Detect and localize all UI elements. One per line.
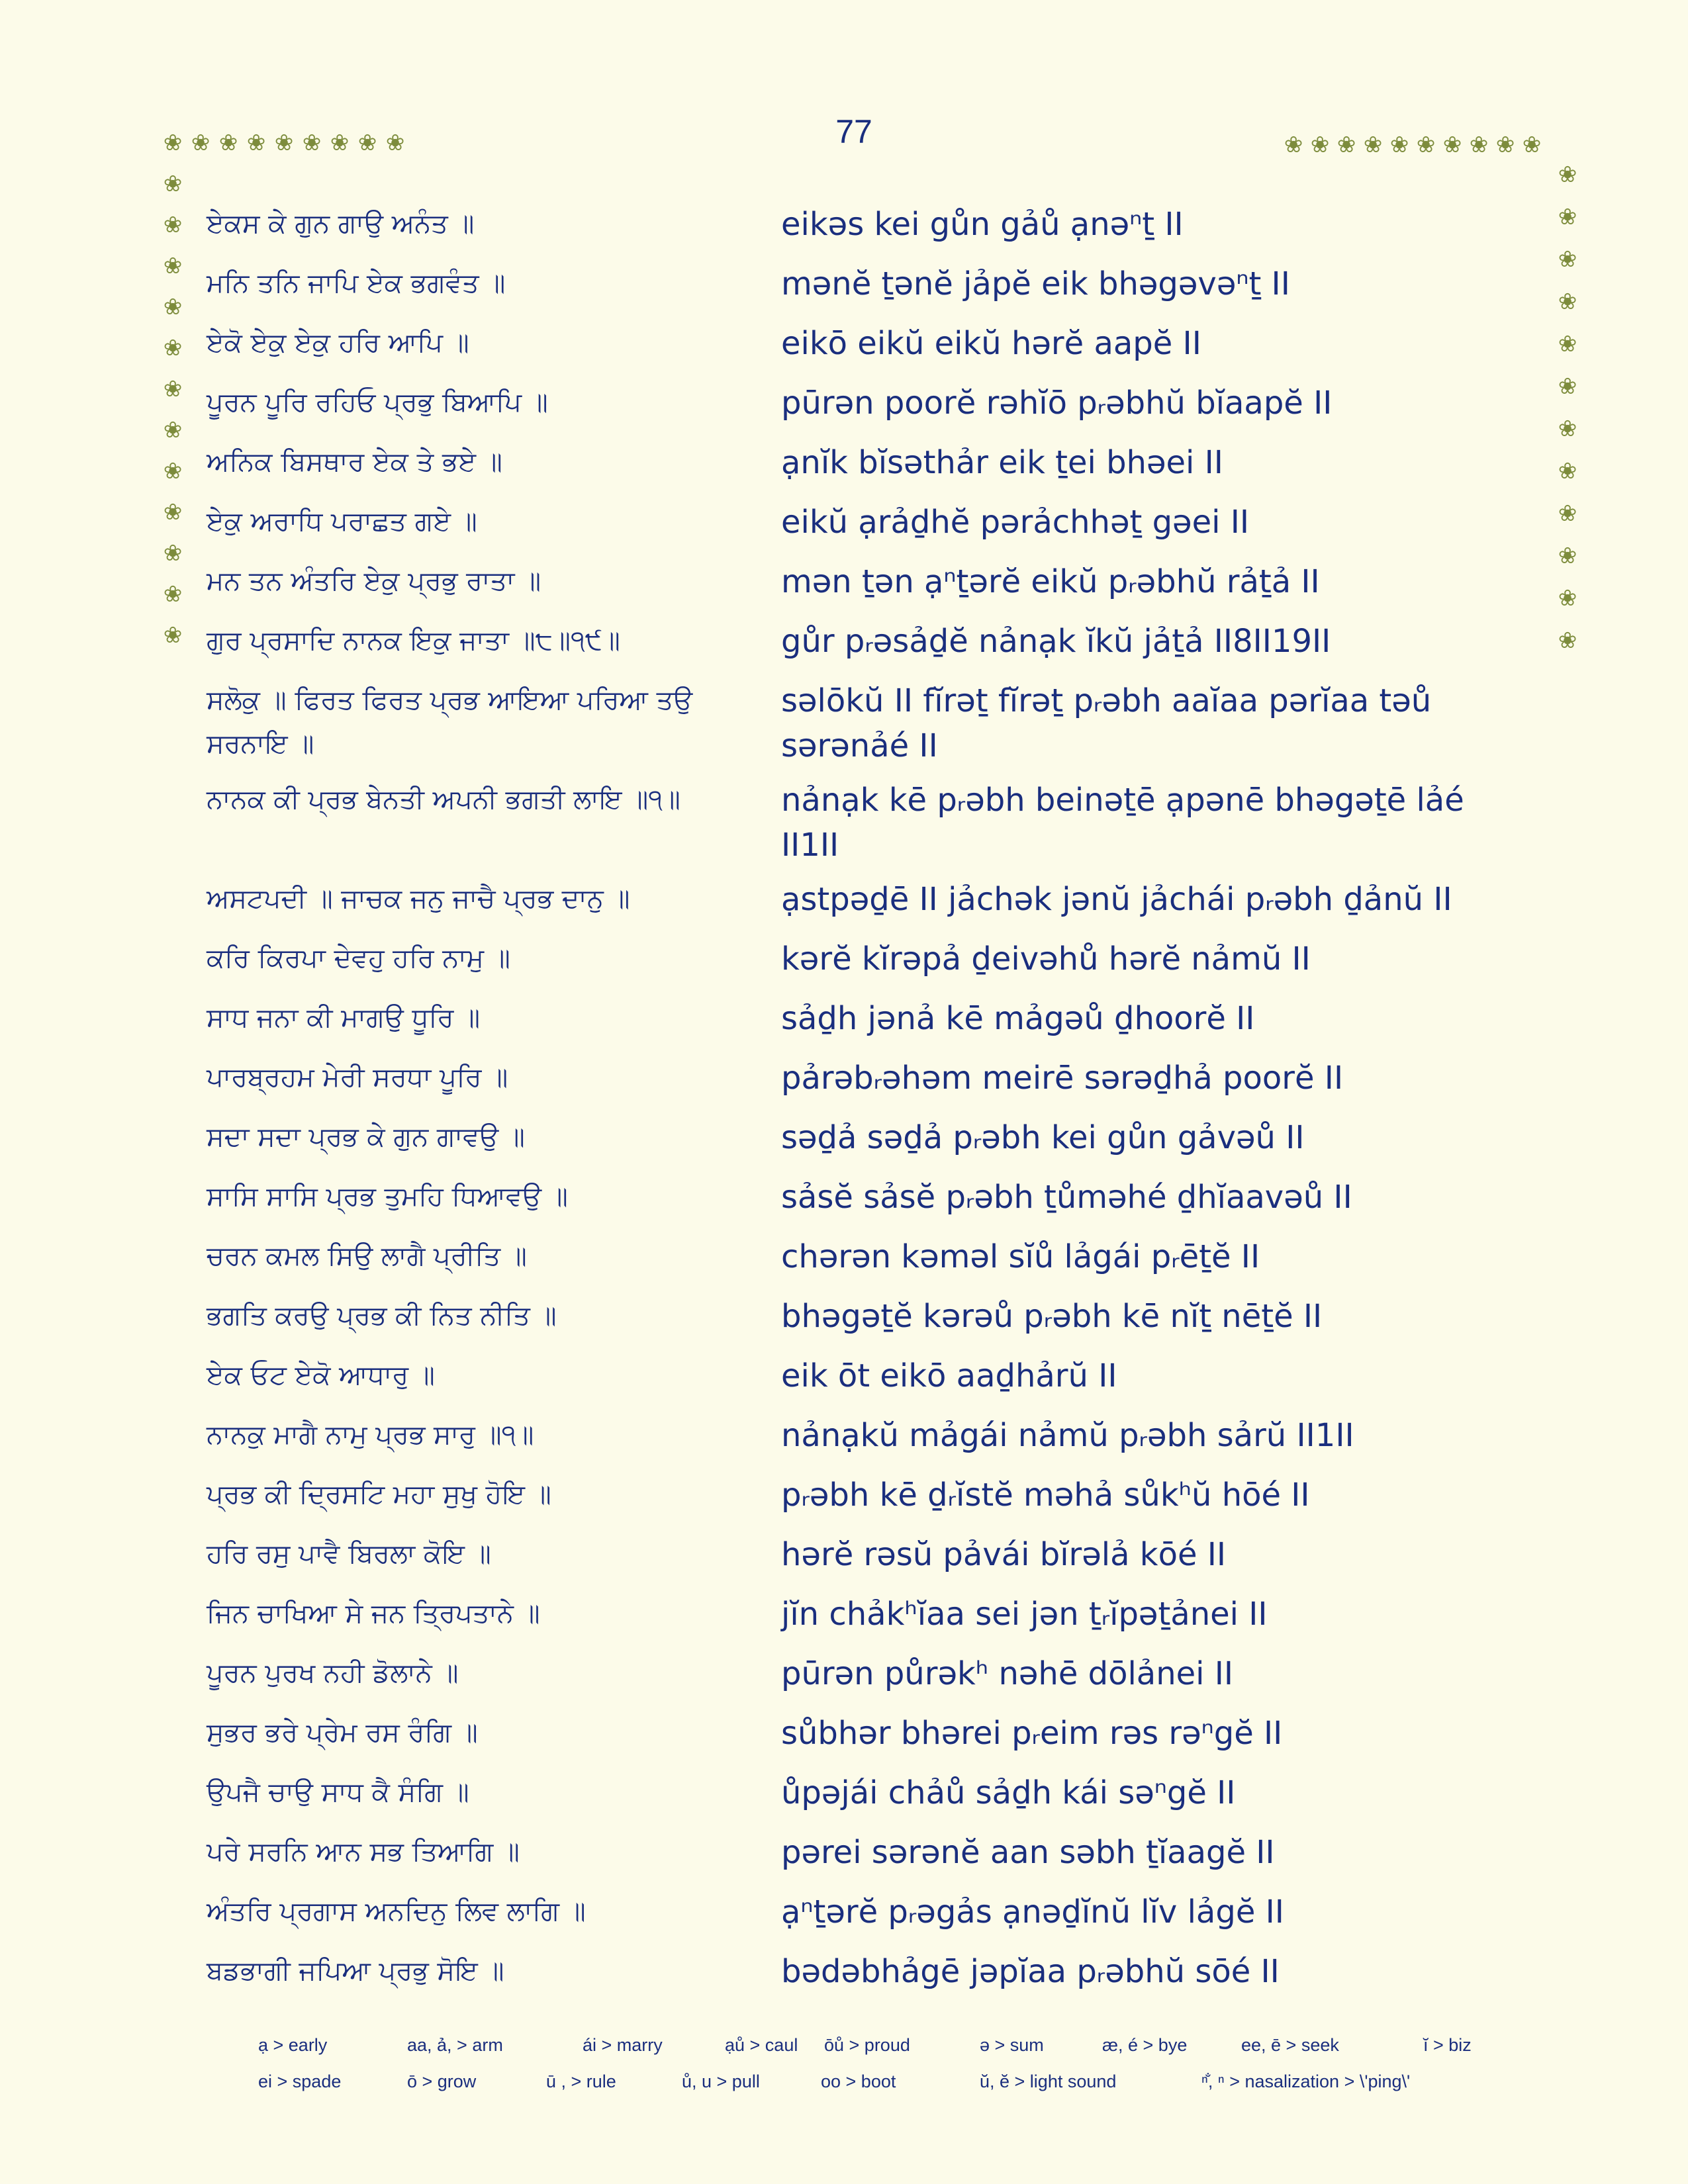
transliteration-line: chərən kəməl sĭů lảgái pᵣēṯĕ II [781, 1238, 1260, 1275]
flower-icon: ❀ [357, 130, 377, 156]
flower-icon: ❀ [163, 335, 183, 361]
transliteration-line: bədəbhảgē jəpĭaa pᵣəbhŭ sōé II [781, 1953, 1280, 1990]
gurmukhi-line: ਏਕ ਓਟ ਏਕੋ ਆਧਾਰੁ ॥ [207, 1360, 435, 1390]
legend-item: ōů > proud [824, 2035, 910, 2055]
flower-icon: ❀ [191, 130, 211, 156]
transliteration-line: ạnĭk bĭsəthảr eik ṯei bhəei II [781, 444, 1223, 481]
flower-icon: ❀ [218, 130, 238, 156]
flower-icon: ❀ [1558, 458, 1577, 484]
flower-icon: ❀ [163, 376, 183, 402]
legend-item: ái > marry [583, 2035, 663, 2055]
transliteration-line: pảrəbᵣəhəm meirē sərəḏhả poorĕ II [781, 1060, 1344, 1097]
legend-item: ŭ, ĕ > light sound [980, 2071, 1117, 2091]
gurmukhi-line: ਚਰਨ ਕਮਲ ਸਿਉ ਲਾਗੈ ਪ੍ਰੀਤਿ ॥ [207, 1241, 527, 1271]
transliteration-line: eik ōt eikō aaḏhảrŭ II [781, 1357, 1117, 1394]
flower-icon: ❀ [1558, 289, 1577, 315]
transliteration-line: ạⁿṯərĕ pᵣəgảs ạnəḏĭnŭ lĭv lảgĕ II [781, 1893, 1284, 1931]
flower-icon: ❀ [385, 130, 405, 156]
transliteration-line: səḏả səḏả pᵣəbh kei gůn gảvəů II [781, 1119, 1305, 1156]
legend-item: ee, ē > seek [1241, 2035, 1339, 2055]
gurmukhi-line: ਪਾਰਬ੍ਰਹਮ ਮੇਰੀ ਸਰਧਾ ਪੂਰਿ ॥ [207, 1062, 508, 1093]
flower-icon: ❀ [1495, 132, 1515, 158]
gurmukhi-line: ਸਦਾ ਸਦਾ ਪ੍ਰਭ ਕੇ ਗੁਨ ਗਾਵਉ ॥ [207, 1122, 525, 1152]
flower-icon: ❀ [1522, 132, 1542, 158]
gurmukhi-line: ਏਕੁ ਅਰਾਧਿ ਪਰਾਛਤ ਗਏ ॥ [207, 506, 477, 537]
transliteration-line: eikəs kei gůn gảů ạnəⁿṯ II [781, 206, 1184, 243]
transliteration-line: nảnạkŭ mảgái nảmŭ pᵣəbh sảrŭ II1II [781, 1417, 1354, 1454]
gurmukhi-line: ਅਨਿਕ ਬਿਸਥਾਰ ਏਕ ਤੇ ਭਏ ॥ [207, 447, 502, 477]
gurmukhi-line: ਉਪਜੈ ਚਾਉ ਸਾਧ ਕੈ ਸੰਗਿ ॥ [207, 1777, 469, 1807]
gurmukhi-line: ਨਾਨਕੁ ਮਾਗੈ ਨਾਮੁ ਪ੍ਰਭ ਸਾਰੁ ॥੧॥ [207, 1420, 534, 1450]
flower-icon: ❀ [163, 171, 183, 197]
gurmukhi-line: ਸਾਧ ਜਨਾ ਕੀ ਮਾਗਉ ਧੂਰਿ ॥ [207, 1003, 481, 1033]
flower-icon: ❀ [274, 130, 294, 156]
gurmukhi-line: ਅਸਟਪਦੀ ॥ ਜਾਚਕ ਜਨੁ ਜਾਚੈ ਪ੍ਰਭ ਦਾਨੁ ॥ [207, 884, 630, 914]
flower-icon: ❀ [1558, 543, 1577, 569]
legend-item: aa, ả, > arm [407, 2035, 503, 2055]
flower-icon: ❀ [163, 622, 183, 649]
legend-item: ei > spade [258, 2071, 342, 2091]
flower-icon: ❀ [163, 294, 183, 320]
transliteration-line: sůbhər bhərei pᵣeim rəs rəⁿgĕ II [781, 1715, 1283, 1752]
flower-icon: ❀ [330, 130, 350, 156]
transliteration-line: sảḏh jənả kē mảgəů ḏhoorĕ II [781, 1000, 1255, 1037]
gurmukhi-line: ਕਰਿ ਕਿਰਪਾ ਦੇਵਹੁ ਹਰਿ ਨਾਮੁ ॥ [207, 943, 510, 974]
flower-icon: ❀ [163, 499, 183, 525]
gurmukhi-line: ਪ੍ਰਭ ਕੀ ਦ੍ਰਿਸਟਿ ਮਹਾ ਸੁਖੁ ਹੋਇ ॥ [207, 1479, 551, 1510]
transliteration-line: hərĕ rəsŭ pảvái bĭrəlả kōé II [781, 1536, 1227, 1573]
transliteration-line: pᵣəbh kē ḏᵣĭstĕ məhả sůkʰŭ hōé II [781, 1477, 1310, 1514]
gurmukhi-line: ਪੂਰਨ ਪੁਰਖ ਨਹੀ ਡੋਲਾਨੇ ॥ [207, 1658, 459, 1688]
flower-icon: ❀ [1442, 132, 1462, 158]
gurmukhi-line: ਬਡਭਾਗੀ ਜਪਿਆ ਪ੍ਰਭੁ ਸੋਇ ॥ [207, 1956, 504, 1986]
gurmukhi-line: ਸਾਸਿ ਸਾਸਿ ਪ੍ਰਭ ਤੁਮਹਿ ਧਿਆਵਉ ॥ [207, 1181, 568, 1212]
gurmukhi-line: ਮਨਿ ਤਨਿ ਜਾਪਿ ਏਕ ਭਗਵੰਤ ॥ [207, 268, 506, 298]
page-number: 77 [835, 113, 872, 150]
transliteration-line: kərĕ kĭrəpả ḏeivəhů hərĕ nảmŭ II [781, 940, 1311, 978]
gurmukhi-line: ਏਕੋ ਏਕੁ ਏਕੁ ਹਰਿ ਆਪਿ ॥ [207, 328, 469, 358]
flower-icon: ❀ [1284, 132, 1303, 158]
gurmukhi-line: ਸਲੋਕੁ ॥ ਫਿਰਤ ਫਿਰਤ ਪ੍ਰਭ ਆਇਆ ਪਰਿਆ ਤਉ ਸਰਨਾਇ ॥ [207, 685, 693, 759]
transliteration-line: pūrən poorĕ rəhĭō pᵣəbhŭ bĭaapĕ II [781, 385, 1333, 422]
flower-icon: ❀ [163, 130, 183, 156]
flower-icon: ❀ [1558, 585, 1577, 612]
gurmukhi-line: ਭਗਤਿ ਕਰਉ ਪ੍ਰਭ ਕੀ ਨਿਤ ਨੀਤਿ ॥ [207, 1300, 557, 1331]
transliteration-line: gůr pᵣəsảḏĕ nảnạk ĭkŭ jảṯả II8II19II [781, 623, 1331, 660]
flower-icon: ❀ [163, 581, 183, 608]
transliteration-line: ůpəjái chảů sảḏh kái səⁿgĕ II [781, 1774, 1236, 1811]
gurmukhi-line: ਹਰਿ ਰਸੁ ਪਾਵੈ ਬਿਰਲਾ ਕੋਇ ॥ [207, 1539, 491, 1569]
transliteration-line: eikŭ ạrảḏhĕ pərảchhəṯ gəei II [781, 504, 1250, 541]
flower-icon: ❀ [1558, 204, 1577, 230]
transliteration-line: mən ṯən ạⁿṯərĕ eikŭ pᵣəbhŭ rảṯả II [781, 563, 1320, 600]
transliteration-line: sảsĕ sảsĕ pᵣəbh ṯůməhé ḏhĭaavəů II [781, 1179, 1352, 1216]
transliteration-line: ạstpəḏē II jảchək jənŭ jảchái pᵣəbh ḏảnŭ II [781, 881, 1452, 918]
gurmukhi-line: ਅੰਤਰਿ ਪ੍ਰਗਾਸ ਅਨਦਿਨੁ ਲਿਵ ਲਾਗਿ ॥ [207, 1896, 586, 1927]
flower-icon: ❀ [1389, 132, 1409, 158]
flower-icon: ❀ [1558, 500, 1577, 527]
flower-icon: ❀ [1558, 627, 1577, 654]
transliteration-line: pərei sərənĕ aan səbh ṯĭaagĕ II [781, 1834, 1275, 1871]
flower-icon: ❀ [246, 130, 266, 156]
transliteration-line: jĭn chảkʰĭaa sei jən ṯᵣĭpəṯảnei II [781, 1596, 1268, 1633]
flower-icon: ❀ [163, 253, 183, 279]
flower-icon: ❀ [1558, 416, 1577, 442]
legend-item: ĭ > biz [1423, 2035, 1472, 2055]
gurmukhi-line: ਮਨ ਤਨ ਅੰਤਰਿ ਏਕੁ ਪ੍ਰਭੁ ਰਾਤਾ ॥ [207, 566, 541, 596]
transliteration-line: nảnạk kē pᵣəbh beinəṯē ạpənē bhəgəṯē lảé II1II [781, 782, 1464, 864]
flower-icon: ❀ [1469, 132, 1489, 158]
flower-icon: ❀ [163, 212, 183, 238]
gurmukhi-line: ਸੁਭਰ ਭਰੇ ਪ੍ਰੇਮ ਰਸ ਰੰਗਿ ॥ [207, 1717, 478, 1748]
legend-item: ⁿ̐, ⁿ > nasalization > \'ping\' [1201, 2071, 1411, 2091]
flower-icon: ❀ [1558, 373, 1577, 400]
flower-icon: ❀ [1416, 132, 1436, 158]
flower-icon: ❀ [1363, 132, 1383, 158]
gurmukhi-line: ਜਿਨ ਚਾਖਿਆ ਸੇ ਜਨ ਤ੍ਰਿਪਤਾਨੇ ॥ [207, 1598, 540, 1629]
flower-icon: ❀ [1558, 246, 1577, 273]
flower-icon: ❀ [1558, 331, 1577, 357]
legend-item: ạů > caul [725, 2035, 798, 2055]
transliteration-line: pūrən půrəkʰ nəhē dōlảnei II [781, 1655, 1234, 1692]
transliteration-line: səlōkŭ II fĭrəṯ fĭrəṯ pᵣəbh aaĭaa pərĭaa təů sərənảé II [781, 682, 1432, 764]
legend-item: ō > grow [407, 2071, 477, 2091]
legend-item: ů, u > pull [682, 2071, 760, 2091]
gurmukhi-line: ਗੁਰ ਪ੍ਰਸਾਦਿ ਨਾਨਕ ਇਕੁ ਜਾਤਾ ॥੮॥੧੯॥ [207, 625, 620, 656]
flower-icon: ❀ [1310, 132, 1330, 158]
transliteration-line: mənĕ ṯənĕ jảpĕ eik bhəgəvəⁿṯ II [781, 265, 1290, 302]
gurmukhi-line: ਏਕਸ ਕੇ ਗੁਨ ਗਾਉ ਅਨੰਤ ॥ [207, 208, 475, 239]
flower-icon: ❀ [163, 417, 183, 443]
gurmukhi-line: ਪੂਰਨ ਪੂਰਿ ਰਹਿਓ ਪ੍ਰਭੁ ਬਿਆਪਿ ॥ [207, 387, 548, 418]
legend-item: ū , > rule [546, 2071, 616, 2091]
flower-icon: ❀ [1558, 161, 1577, 188]
gurmukhi-line: ਨਾਨਕ ਕੀ ਪ੍ਰਭ ਬੇਨਤੀ ਅਪਨੀ ਭਗਤੀ ਲਾਇ ॥੧॥ [207, 784, 680, 815]
flower-icon: ❀ [163, 540, 183, 567]
legend-item: ə > sum [980, 2035, 1044, 2055]
flower-icon: ❀ [302, 130, 322, 156]
legend-item: ạ > early [258, 2035, 328, 2055]
flower-icon: ❀ [163, 458, 183, 484]
transliteration-line: bhəgəṯĕ kərəů pᵣəbh kē nĭṯ nēṯĕ II [781, 1298, 1323, 1335]
legend-item: oo > boot [821, 2071, 896, 2091]
gurmukhi-line: ਪਰੇ ਸਰਨਿ ਆਨ ਸਭ ਤਿਆਗਿ ॥ [207, 1837, 520, 1867]
transliteration-line: eikō eikŭ eikŭ hərĕ aapĕ II [781, 325, 1201, 362]
legend-item: æ, é > bye [1102, 2035, 1188, 2055]
flower-icon: ❀ [1336, 132, 1356, 158]
